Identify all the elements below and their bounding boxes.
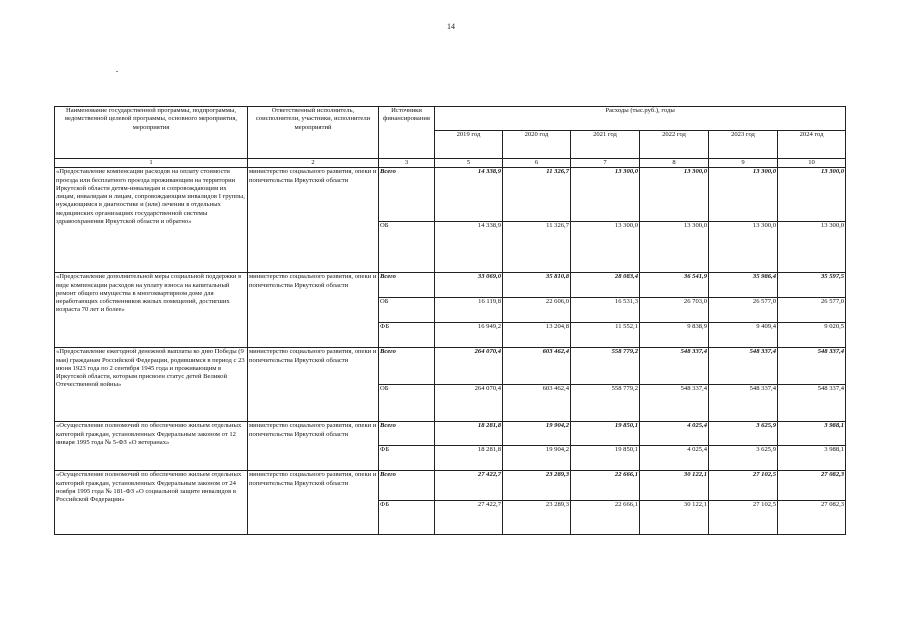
expense-value: 26 577,0 [709,298,778,323]
header-source: Источники финансирования [379,107,435,159]
expense-value: 548 337,4 [709,385,778,422]
expense-value: 13 300,0 [709,222,778,273]
expense-value: 11 326,7 [503,222,571,273]
expense-value: 26 703,0 [640,298,709,323]
program-name: «Осуществление полномочий по обеспечению жильем отдельных категорий граждан, установленных Федеральным законом от 24 ноября 1995 года № 181-ФЗ «О социальной защите инвалидов в Российской Федерации» [55,471,248,535]
expense-value: 35 986,4 [709,273,778,298]
expense-value: 3 625,9 [709,422,778,446]
program-name: «Предоставление компенсации расходов на оплату стоимости проезда или бесплатного проезда проживающим на территории Иркутской области детям-инвалидам и сопровождающим их лицам, инвалидам и лицам, сопровождающим инвалидов I группы, нуждающимся в диагностике и (или) лечении в отдельных медицинских организациях государственной системы здравоохранения Иркутской области и обратно» [55,168,248,273]
table-row [55,422,846,446]
expense-value: 22 666,1 [571,471,640,501]
expense-value: 558 779,2 [571,385,640,422]
expense-value: 13 300,0 [640,222,709,273]
expense-value: 18 281,8 [435,422,503,446]
expense-value: 28 083,4 [571,273,640,298]
responsible-executor: министерство социального развития, опеки и попечительства Иркутской области [248,273,379,348]
table-row [55,348,846,385]
expense-value: 22 606,0 [503,298,571,323]
expense-value: 11 326,7 [503,168,571,222]
expense-value: 19 850,1 [571,422,640,446]
responsible-executor: министерство социального развития, опеки и попечительства Иркутской области [248,422,379,471]
expense-value: 23 289,3 [503,471,571,501]
expense-value: 603 462,4 [503,348,571,385]
expense-value: 548 337,4 [640,385,709,422]
column-number: 5 [435,159,503,168]
expense-value: 558 779,2 [571,348,640,385]
column-number: 10 [778,159,846,168]
expense-value: 19 850,1 [571,446,640,471]
expense-value: 16 119,8 [435,298,503,323]
expense-value: 9 020,5 [778,323,846,348]
expense-value: 603 462,4 [503,385,571,422]
expense-value: 16 949,2 [435,323,503,348]
table-row [55,168,846,222]
header-year: 2020 год [503,131,571,159]
column-number: 9 [709,159,778,168]
expense-value: 19 904,2 [503,446,571,471]
expense-value: 27 082,3 [778,501,846,535]
funding-source: ФБ [379,501,435,535]
expense-value: 14 338,9 [435,168,503,222]
expense-value: 4 025,4 [640,446,709,471]
expense-value: 30 122,1 [640,501,709,535]
column-number: 3 [379,159,435,168]
header-year: 2019 год [435,131,503,159]
expense-value: 35 597,5 [778,273,846,298]
funding-source: ОБ [379,385,435,422]
expense-value: 16 531,3 [571,298,640,323]
expense-value: 264 070,4 [435,348,503,385]
expense-value: 22 666,1 [571,501,640,535]
expense-value: 3 988,1 [778,422,846,446]
column-number: 2 [248,159,379,168]
expense-value: 548 337,4 [709,348,778,385]
funding-source: Всего [379,422,435,446]
expense-value: 9 838,9 [640,323,709,348]
program-name: «Предоставление дополнительной меры социальной поддержки в виде компенсации расходов на уплату взноса на капитальный ремонт общего имущества в многоквартирном доме для неработающих собственников жилых помещений, достигших возраста 70 лет и более» [55,273,248,348]
expense-value: 3 988,1 [778,446,846,471]
expense-value: 18 281,8 [435,446,503,471]
funding-source: Всего [379,273,435,298]
program-name: «Осуществление полномочий по обеспечению жильем отдельных категорий граждан, установленных Федеральным законом от 12 января 1995 года № 5-ФЗ «О ветеранах» [55,422,248,471]
header-year: 2022 год [640,131,709,159]
scan-speck [116,71,118,72]
funding-source: Всего [379,168,435,222]
expense-value: 27 102,5 [709,501,778,535]
funding-source: ОБ [379,298,435,323]
expense-value: 23 289,3 [503,501,571,535]
header-expenses: Расходы (тыс.руб.), годы [435,107,846,131]
expense-value: 11 552,1 [571,323,640,348]
responsible-executor: министерство социального развития, опеки и попечительства Иркутской области [248,348,379,422]
expense-value: 27 082,3 [778,471,846,501]
table-row [55,471,846,501]
responsible-executor: министерство социального развития, опеки и попечительства Иркутской области [248,471,379,535]
expense-value: 19 904,2 [503,422,571,446]
expense-value: 14 338,9 [435,222,503,273]
expense-value: 548 337,4 [778,385,846,422]
program-name: «Предоставление ежегодной денежной выплаты ко дню Победы (9 мая) гражданам Российской Федерации, родившимся в период с 23 июня 1923 года по 2 сентября 1945 года и проживающим в Иркутской области, которым присвоен статус детей Великой Отечественной войны» [55,348,248,422]
header-year: 2021 год [571,131,640,159]
column-number: 6 [503,159,571,168]
column-number: 1 [55,159,248,168]
expense-value: 26 577,0 [778,298,846,323]
expense-value: 13 204,8 [503,323,571,348]
expense-value: 13 300,0 [571,168,640,222]
expense-value: 36 541,9 [640,273,709,298]
expense-value: 13 300,0 [709,168,778,222]
funding-source: Всего [379,348,435,385]
column-number: 8 [640,159,709,168]
expense-value: 9 409,4 [709,323,778,348]
expense-value: 13 300,0 [640,168,709,222]
header-year: 2023 год [709,131,778,159]
expense-value: 27 102,5 [709,471,778,501]
expense-value: 264 070,4 [435,385,503,422]
funding-source: ФБ [379,446,435,471]
responsible-executor: министерство социального развития, опеки и попечительства Иркутской области [248,168,379,273]
expense-value: 27 422,7 [435,471,503,501]
funding-source: Всего [379,471,435,501]
page-number: 14 [447,22,455,31]
expense-value: 548 337,4 [778,348,846,385]
expense-value: 35 810,8 [503,273,571,298]
expense-value: 4 025,4 [640,422,709,446]
header-year: 2024 год [778,131,846,159]
column-number: 7 [571,159,640,168]
budget-table [54,106,846,535]
funding-source: ОБ [379,222,435,273]
expense-value: 30 122,1 [640,471,709,501]
funding-source: ФБ [379,323,435,348]
expense-value: 3 625,9 [709,446,778,471]
expense-value: 33 069,0 [435,273,503,298]
table-row [55,273,846,298]
expense-value: 13 300,0 [778,222,846,273]
expense-value: 13 300,0 [778,168,846,222]
expense-value: 548 337,4 [640,348,709,385]
expense-value: 27 422,7 [435,501,503,535]
header-name: Наименование государственной программы, подпрограммы, ведомственной целевой программы, основного мероприятия, мероприятия [55,107,248,159]
expense-value: 13 300,0 [571,222,640,273]
header-responsible: Ответственный исполнитель, соисполнители, участники, исполнители мероприятий [248,107,379,159]
